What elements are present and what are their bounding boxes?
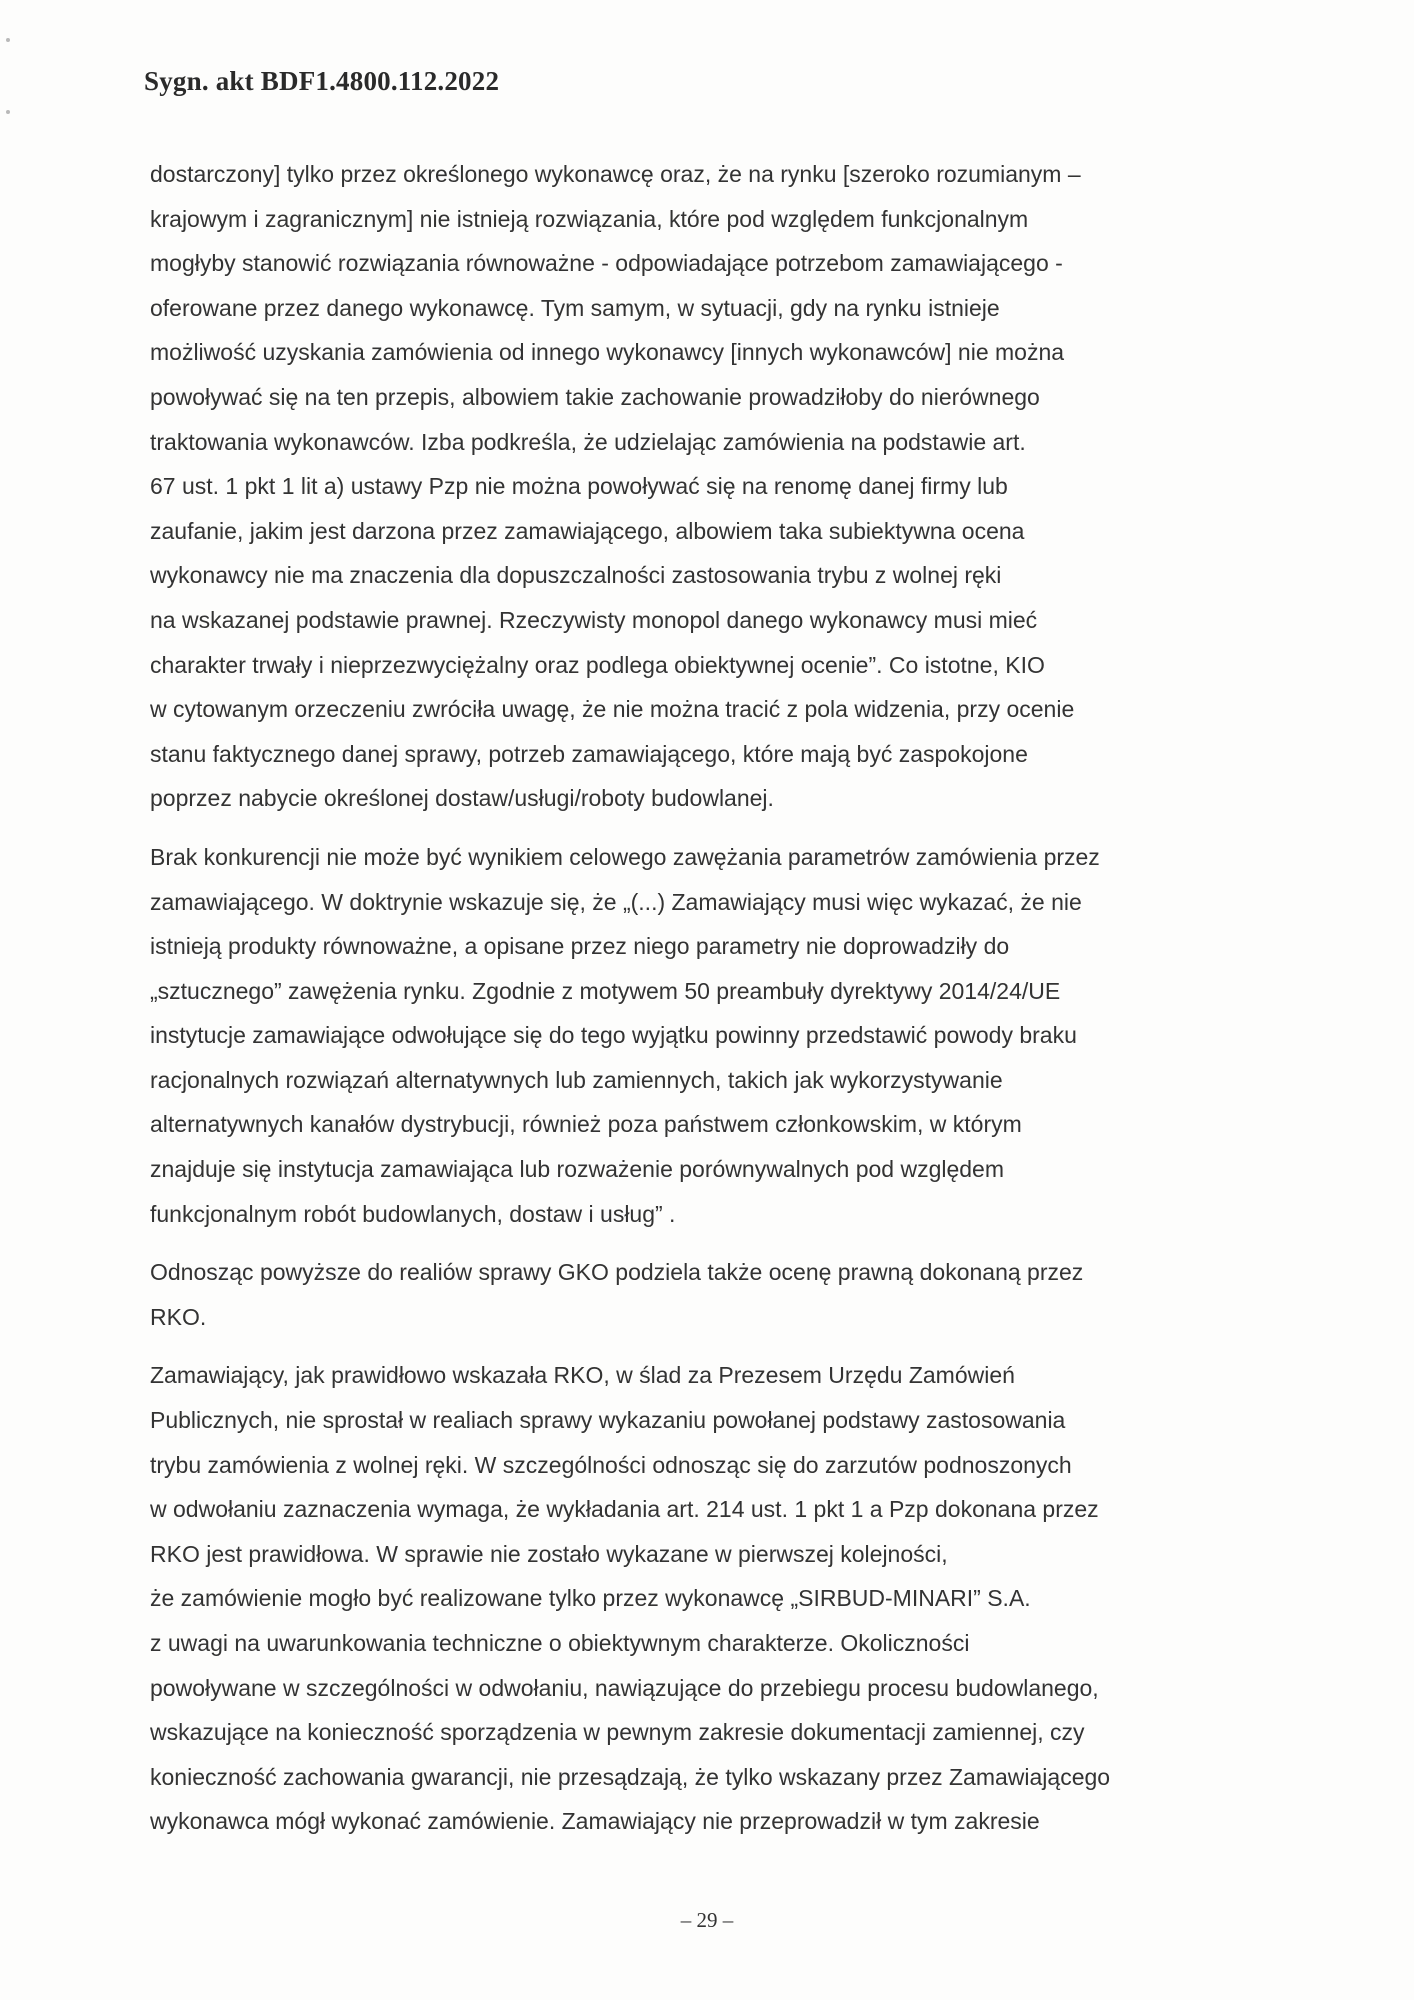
text-line: w odwołaniu zaznaczenia wymaga, że wykładania art. 214 ust. 1 pkt 1 a Pzp dokonana przez [150, 1496, 1099, 1523]
text-line: wykonawcy nie ma znaczenia dla dopuszczalności zastosowania trybu z wolnej ręki [150, 562, 1002, 589]
text-line: mogłyby stanowić rozwiązania równoważne - odpowiadające potrzebom zamawiającego - [150, 250, 1063, 277]
text-line: funkcjonalnym robót budowlanych, dostaw i usług” . [150, 1200, 676, 1227]
text-line: Publicznych, nie sprostał w realiach sprawy wykazaniu powołanej podstawy zastosowania [150, 1407, 1066, 1434]
scan-artifact-dot [6, 38, 10, 42]
paragraph [150, 1250, 1260, 1339]
text-line: racjonalnych rozwiązań alternatywnych lub zamiennych, takich jak wykorzystywanie [150, 1066, 1003, 1093]
text-line: powoływane w szczególności w odwołaniu, nawiązujące do przebiegu procesu budowlanego, [150, 1674, 1099, 1701]
text-line: stanu faktycznego danej sprawy, potrzeb zamawiającego, które mają być zaspokojone [150, 740, 1028, 767]
text-line: alternatywnych kanałów dystrybucji, również poza państwem członkowskim, w którym [150, 1111, 1022, 1138]
text-line: istnieją produkty równoważne, a opisane przez niego parametry nie doprowadziły do [150, 933, 1010, 960]
text-line: możliwość uzyskania zamówienia od innego wykonawcy [innych wykonawców] nie można [150, 339, 1065, 366]
text-line: RKO jest prawidłowa. W sprawie nie zostało wykazane w pierwszej kolejności, [150, 1540, 948, 1567]
text-line: trybu zamówienia z wolnej ręki. W szczególności odnosząc się do zarzutów podnoszonych [150, 1451, 1072, 1478]
text-line: Odnosząc powyższe do realiów sprawy GKO podziela także ocenę prawną dokonaną przez [150, 1259, 1084, 1286]
text-line: z uwagi na uwarunkowania techniczne o obiektywnym charakterze. Okoliczności [150, 1630, 970, 1656]
text-line: na wskazanej podstawie prawnej. Rzeczywisty monopol danego wykonawcy musi mieć [150, 606, 1038, 633]
text-line: konieczność zachowania gwarancji, nie przesądzają, że tylko wskazany przez Zamawiającego [150, 1763, 1111, 1790]
text-line: oferowane przez danego wykonawcę. Tym samym, w sytuacji, gdy na rynku istnieje [150, 294, 1000, 321]
scan-artifact-dot [6, 110, 10, 114]
text-line: znajduje się instytucja zamawiająca lub rozważenie porównywalnych pod względem [150, 1156, 1004, 1183]
text-line: zaufanie, jakim jest darzona przez zamawiającego, albowiem taka subiektywna ocena [150, 517, 1025, 544]
paragraph [150, 835, 1260, 1236]
text-line: dostarczony] tylko przez określonego wykonawcę oraz, że na rynku [szeroko rozumianym – [150, 161, 1081, 187]
text-line: „sztucznego” zawężenia rynku. Zgodnie z motywem 50 preambuły dyrektywy 2014/24/UE [150, 977, 1061, 1004]
document-body [150, 152, 1260, 1858]
paragraph [150, 152, 1260, 821]
paragraph [150, 1353, 1260, 1844]
page-number: – 29 – [680, 1908, 734, 1932]
text-line: zamawiającego. W doktrynie wskazuje się, że „(...) Zamawiający musi więc wykazać, że nie [150, 888, 1082, 915]
text-line: że zamówienie mogło być realizowane tylko przez wykonawcę „SIRBUD-MINARI” S.A. [150, 1585, 1031, 1612]
text-line: 67 ust. 1 pkt 1 lit a) ustawy Pzp nie można powoływać się na renomę danej firmy lub [150, 473, 1008, 500]
text-line: powoływać się na ten przepis, albowiem takie zachowanie prowadziłoby do nierównego [150, 383, 1040, 410]
text-line: krajowym i zagranicznym] nie istnieją rozwiązania, które pod względem funkcjonalnym [150, 205, 1029, 232]
text-line: wskazujące na konieczność sporządzenia w pewnym zakresie dokumentacji zamiennej, czy [150, 1719, 1085, 1746]
text-line: charakter trwały i nieprzezwyciężalny oraz podlega obiektywnej ocenie”. Co istotne, KIO [150, 651, 1045, 678]
text-line: traktowania wykonawców. Izba podkreśla, że udzielając zamówienia na podstawie art. [150, 428, 1026, 455]
text-line: instytucje zamawiające odwołujące się do tego wyjątku powinny przedstawić powody braku [150, 1022, 1077, 1049]
text-line: RKO. [150, 1303, 207, 1330]
text-line: poprzez nabycie określonej dostaw/usługi/roboty budowlanej. [150, 785, 774, 812]
case-number-header: Sygn. akt BDF1.4800.112.2022 [144, 66, 500, 96]
text-line: wykonawca mógł wykonać zamówienie. Zamawiający nie przeprowadził w tym zakresie [150, 1808, 1040, 1835]
text-line: Zamawiający, jak prawidłowo wskazała RKO, w ślad za Prezesem Urzędu Zamówień [150, 1362, 1015, 1389]
text-line: w cytowanym orzeczeniu zwróciła uwagę, że nie można tracić z pola widzenia, przy ocenie [150, 696, 1075, 723]
text-line: Brak konkurencji nie może być wynikiem celowego zawężania parametrów zamówienia przez [150, 843, 1100, 870]
